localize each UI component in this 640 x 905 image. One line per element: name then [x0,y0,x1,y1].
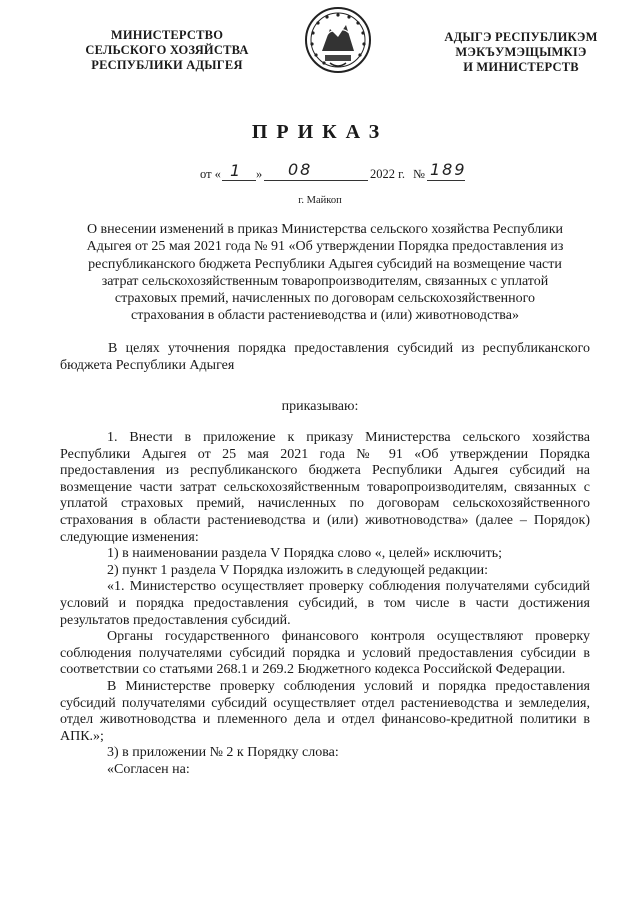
body-paragraph: В Министерстве проверку соблюдения условий и порядка предоставления субсидий получателями субсидий осуществляет отдел растениеводства и земледелия, отдел животноводства и племенного дела и отдел финансово-кредитной политики в АПК.»; [60,678,590,744]
ministry-name-russian [62,28,272,73]
order-month: 08 [288,160,313,179]
body-paragraph: 1. Внести в приложение к приказу Министерства сельского хозяйства Республики Адыгея от 25 мая 2021 года № 91 «Об утверждении Порядка предоставления из республиканского бюджета Республики Адыгея субсидий на возмещение части затрат сельскохозяйственным товаропроизводителям, связанных с уплатой страховых премий, начисленных по договорам сельскохозяйственного страхования в области растениеводства и (или) животноводства» (далее – Порядок) следующие изменения: [60,430,590,545]
preamble-paragraph: В целях уточнения порядка предоставления субсидий из республиканского бюджета Республики Адыгея [60,341,590,373]
ministry-name-line: АДЫГЭ РЕСПУБЛИКЭМ [444,30,598,44]
subject-line: Адыгея от 25 мая 2021 года № 91 «Об утверждении Порядка предоставления из [86,239,564,255]
ministry-name-line: СЕЛЬСКОГО ХОЗЯЙСТВА [85,43,249,57]
republic-adygea-coat-of-arms-icon [303,5,373,75]
order-year: 2022 г. [370,167,405,181]
order-body [60,430,590,778]
order-number-label: № [413,167,425,181]
ministry-name-line: И МИНИСТЕРСТВ [463,60,579,74]
date-quote-close: » [256,167,263,181]
body-paragraph: «1. Министерство осуществляет проверку соблюдения получателями субсидий условий и порядка предоставления субсидий, в том числе в части достижения результатов предоставления субсидий. [60,579,590,628]
subject-line: О внесении изменений в приказ Министерства сельского хозяйства Республики [86,222,564,237]
order-subject [60,221,590,325]
subject-line: республиканского бюджета Республики Адыгея субсидий на возмещение части [88,256,562,272]
order-date-number-line [150,160,470,187]
ministry-name-line: МЭКЪУМЭЩЫМКIЭ [455,45,587,59]
subject-line: затрат сельскохозяйственным товаропроизводителям, связанных с уплатой [101,273,549,289]
body-paragraph: «Согласен на: [107,761,190,777]
order-directive-word: приказываю: [281,399,359,414]
order-number: 189 [430,160,467,179]
body-paragraph: Органы государственного финансового контроля осуществляют проверку соблюдения получателями субсидий порядка и условий предоставления субсидии в соответствии со статьями 268.1 и 269.2 Бюджетного кодекса Российской Федерации. [60,629,590,678]
subject-line: страхования в области растениеводства и (или) животноводства» [131,308,519,324]
ministry-name-line: РЕСПУБЛИКИ АДЫГЕЯ [91,58,243,72]
body-paragraph: 1) в наименовании раздела V Порядка слово «, целей» исключить; [107,546,502,562]
date-prefix: от « [200,167,221,181]
document-title: ПРИКАЗ [251,121,389,143]
subject-line: страховых премий, начисленных по договорам сельскохозяйственного [114,291,536,307]
body-paragraph: 3) в приложении № 2 к Порядку слова: [107,745,339,761]
body-paragraph: 2) пункт 1 раздела V Порядка изложить в следующей редакции: [107,562,489,578]
order-day: 1 [230,161,243,180]
city-label: г. Майкоп [298,195,342,206]
ministry-name-line: МИНИСТЕРСТВО [110,28,224,42]
ministry-name-adyghe [425,30,617,75]
